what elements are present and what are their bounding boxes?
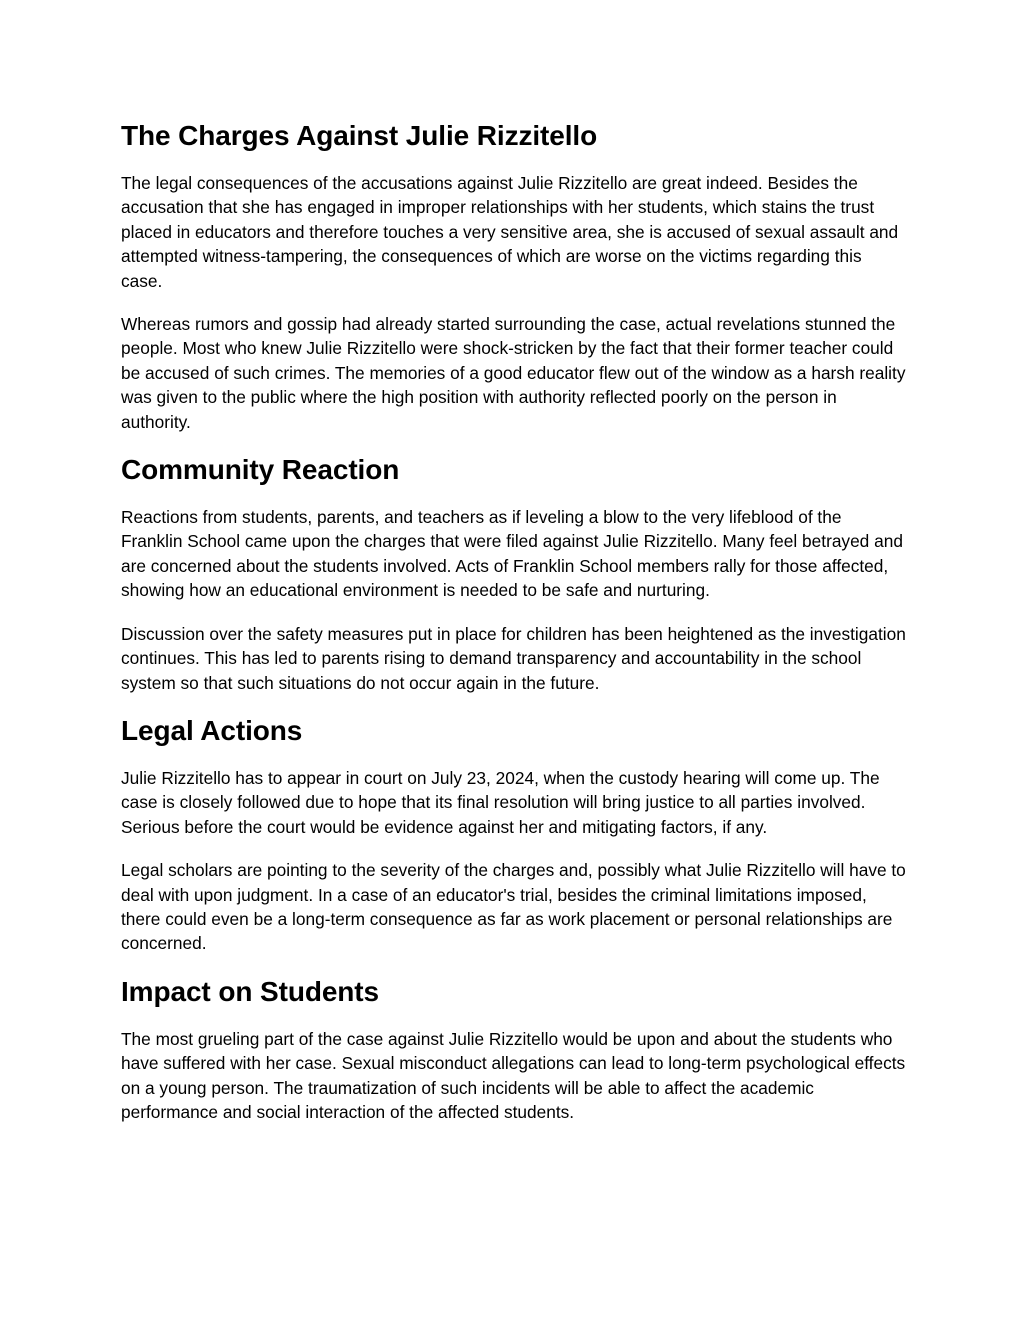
section-impact-on-students <box>121 975 906 1125</box>
paragraph: Reactions from students, parents, and teachers as if leveling a blow to the very lifeblood of the Franklin School came upon the charges that were filed against Julie Rizzitello. Many feel betrayed and are concerned about the students involved. Acts of Franklin School members rally for those affected, showing how an educational environment is needed to be safe and nurturing. <box>121 507 903 601</box>
paragraph: The legal consequences of the accusations against Julie Rizzitello are great indeed. Besides the accusation that she has engaged in improper relationships with her students, which stains the trust placed in educators and therefore touches a very sensitive area, she is accused of sexual assault and attempted witness-tampering, the consequences of which are worse on the victims regarding this case. <box>121 173 899 291</box>
document-page <box>121 116 906 1143</box>
section-community-reaction <box>121 453 906 695</box>
section-heading: Community Reaction <box>121 454 400 486</box>
section-legal-actions <box>121 714 906 956</box>
section-charges <box>121 119 906 434</box>
paragraph: Julie Rizzitello has to appear in court on July 23, 2024, when the custody hearing will come up. The case is closely followed due to hope that its final resolution will bring justice to all parties involved. Serious before the court would be evidence against her and mitigating factors, if any. <box>121 767 880 837</box>
section-heading: The Charges Against Julie Rizzitello <box>121 120 598 151</box>
paragraph: Whereas rumors and gossip had already started surrounding the case, actual revelations stunned the people. Most who knew Julie Rizzitello were shock-stricken by the fact that their former teacher could be accused of such crimes. The memories of a good educator flew out of the window as a harsh reality was given to the public where the high position with authority reflected poorly on the person in authority. <box>121 314 906 432</box>
paragraph: The most grueling part of the case against Julie Rizzitello would be upon and about the students who have suffered with her case. Sexual misconduct allegations can lead to long-term psychological effects on a young person. The traumatization of such incidents will be able to affect the academic performance and social interaction of the affected students. <box>121 1028 906 1122</box>
section-heading: Impact on Students <box>121 975 379 1007</box>
paragraph: Discussion over the safety measures put in place for children has been heightened as the investigation continues. This has led to parents rising to demand transparency and accountability in the school system so that such situations do not occur again in the future. <box>121 623 906 693</box>
paragraph: Legal scholars are pointing to the severity of the charges and, possibly what Julie Rizzitello will have to deal with upon judgment. In a case of an educator's trial, besides the criminal limitations imposed, there could even be a long-term consequence as far as work placement or personal relationships are concerned. <box>121 860 906 954</box>
section-heading: Legal Actions <box>121 714 303 746</box>
